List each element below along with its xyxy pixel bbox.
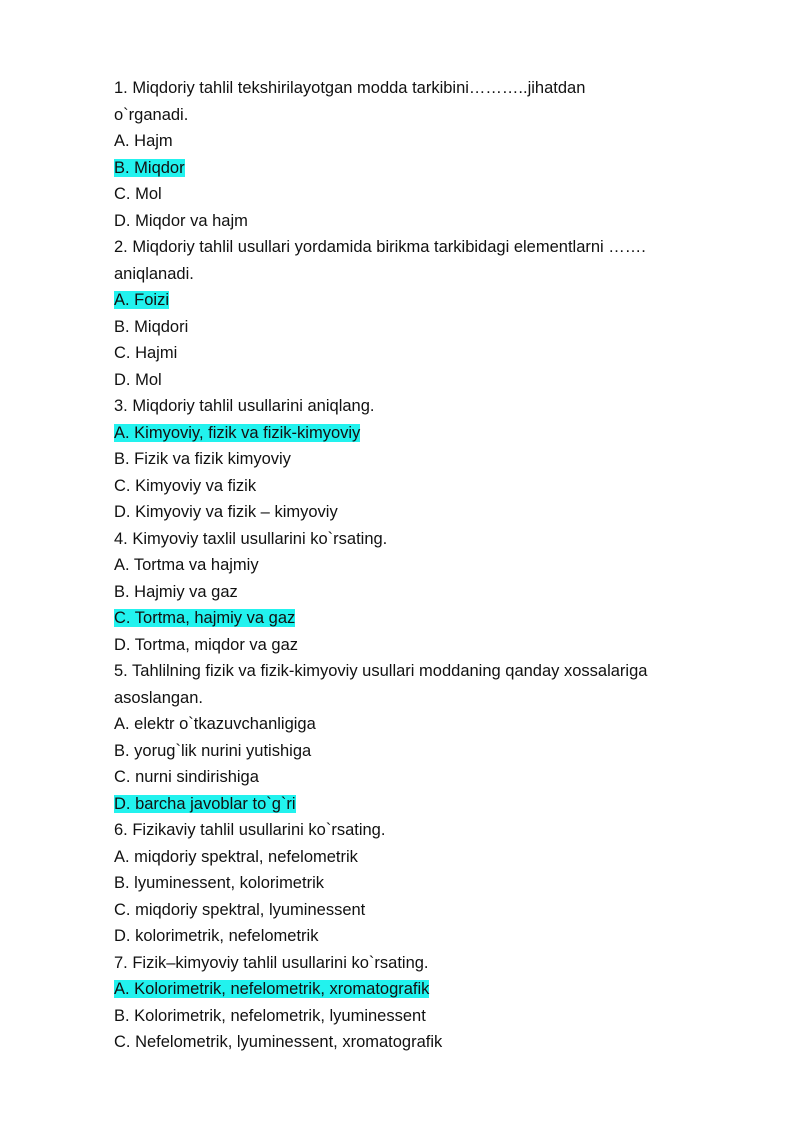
question-5-text-line-2: asoslangan. <box>114 688 203 707</box>
option-label: D. Mol <box>114 370 162 389</box>
question-1-text-line-1: 1. Miqdoriy tahlil tekshirilayotgan modda tarkibini………..jihatdan <box>114 79 586 97</box>
question-5-option-c <box>114 764 694 791</box>
question-6-option-d <box>114 923 694 950</box>
question-5 <box>114 658 694 817</box>
question-4-option-c <box>114 605 694 632</box>
question-1-option-c <box>114 181 694 208</box>
question-7-text: 7. Fizik–kimyoviy tahlil usullarini ko`rsating. <box>114 953 429 972</box>
question-6 <box>114 817 694 950</box>
question-7-option-c <box>114 1029 694 1056</box>
option-label: B. lyuminessent, kolorimetrik <box>114 874 324 892</box>
option-label: D. Kimyoviy va fizik – kimyoviy <box>114 503 338 521</box>
question-4 <box>114 526 694 659</box>
question-3-option-b <box>114 446 694 473</box>
option-label: C. nurni sindirishiga <box>114 768 259 786</box>
question-1-option-a <box>114 128 694 155</box>
question-2-text-line-2: aniqlanadi. <box>114 264 194 283</box>
question-1-option-b <box>114 155 694 182</box>
correct-answer-highlight: D. barcha javoblar to`g`ri <box>114 794 296 813</box>
option-label: B. Hajmiy va gaz <box>114 582 238 601</box>
question-4-text: 4. Kimyoviy taxlil usullarini ko`rsating. <box>114 529 388 548</box>
option-label: D. Miqdor va hajm <box>114 211 248 230</box>
question-7-option-a <box>114 976 694 1003</box>
option-label: C. Hajmi <box>114 344 178 362</box>
option-label: B. Kolorimetrik, nefelometrik, lyuminessent <box>114 1006 426 1025</box>
option-label: A. Tortma va hajmiy <box>114 556 259 574</box>
correct-answer-highlight: B. Miqdor <box>114 158 185 177</box>
question-2-option-d <box>114 367 694 394</box>
question-4-option-a <box>114 552 694 579</box>
option-label: A. elektr o`tkazuvchanligiga <box>114 715 316 733</box>
option-label: D. Tortma, miqdor va gaz <box>114 635 299 654</box>
question-5-option-b <box>114 738 694 765</box>
question-6-text: 6. Fizikaviy tahlil usullarini ko`rsating. <box>114 821 386 839</box>
option-label: C. miqdoriy spektral, lyuminessent <box>114 900 366 919</box>
question-2-text-line-1: 2. Miqdoriy tahlil usullari yordamida birikma tarkibidagi elementlarni ……. <box>114 238 646 256</box>
option-label: A. miqdoriy spektral, nefelometrik <box>114 847 358 866</box>
question-6-option-c <box>114 897 694 924</box>
question-3 <box>114 393 694 526</box>
question-3-option-c <box>114 473 694 500</box>
question-1-option-d <box>114 208 694 235</box>
question-3-option-a <box>114 420 694 447</box>
question-4-option-d <box>114 632 694 659</box>
option-label: C. Mol <box>114 185 162 203</box>
option-label: C. Nefelometrik, lyuminessent, xromatografik <box>114 1033 443 1051</box>
quiz-content <box>114 75 694 1056</box>
option-label: B. Miqdori <box>114 317 189 336</box>
question-3-option-d <box>114 499 694 526</box>
question-5-option-d <box>114 791 694 818</box>
option-label: B. Fizik va fizik kimyoviy <box>114 450 291 468</box>
question-7-option-b <box>114 1003 694 1030</box>
question-7 <box>114 950 694 1056</box>
question-2-option-a <box>114 287 694 314</box>
option-label: C. Kimyoviy va fizik <box>114 476 257 495</box>
question-3-text: 3. Miqdoriy tahlil usullarini aniqlang. <box>114 397 375 415</box>
option-label: A. Hajm <box>114 132 173 150</box>
correct-answer-highlight: A. Kimyoviy, fizik va fizik-kimyoviy <box>114 423 361 442</box>
question-2-option-b <box>114 314 694 341</box>
question-6-option-b <box>114 870 694 897</box>
option-label: B. yorug`lik nurini yutishiga <box>114 741 312 760</box>
question-2-option-c <box>114 340 694 367</box>
question-1-text-line-2: o`rganadi. <box>114 105 189 124</box>
option-label: D. kolorimetrik, nefelometrik <box>114 927 319 945</box>
question-6-option-a <box>114 844 694 871</box>
question-5-option-a <box>114 711 694 738</box>
question-4-option-b <box>114 579 694 606</box>
correct-answer-highlight: A. Kolorimetrik, nefelometrik, xromatografik <box>114 980 430 998</box>
question-5-text-line-1: 5. Tahlilning fizik va fizik-kimyoviy usullari moddaning qanday xossalariga <box>114 662 648 680</box>
question-2 <box>114 234 694 393</box>
correct-answer-highlight: C. Tortma, hajmiy va gaz <box>114 609 296 627</box>
correct-answer-highlight: A. Foizi <box>114 291 170 309</box>
question-1 <box>114 75 694 234</box>
